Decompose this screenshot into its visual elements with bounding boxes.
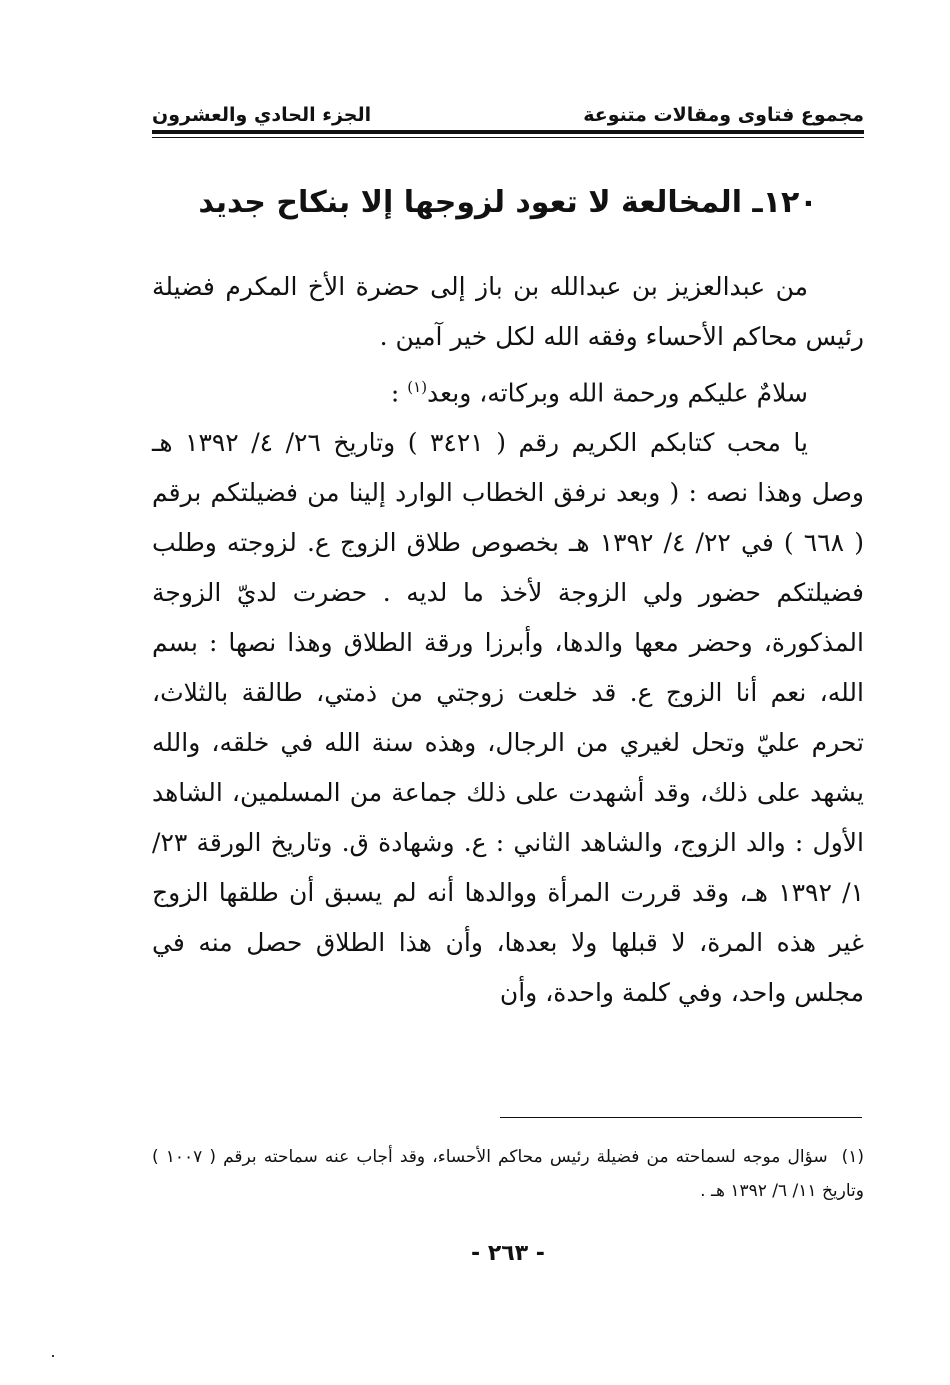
footnote-separator [500, 1117, 862, 1118]
opening-paragraph: من عبدالعزيز بن عبدالله بن باز إلى حضرة الأخ المكرم فضيلة رئيس محاكم الأحساء وفقه الله لكل خير آمين . [152, 272, 864, 351]
footnote-text: سؤال موجه لسماحته من فضيلة رئيس محاكم الأحساء، وقد أجاب عنه سماحته برقم ( ١٠٠٧ ) وتاريخ ١١/ ٦/ ١٣٩٢ هـ . [152, 1147, 864, 1201]
page-number: - ٢٦٣ - [471, 1241, 545, 1266]
greeting-colon: : [390, 378, 400, 408]
scan-speck [52, 1355, 54, 1357]
footnote [152, 1140, 864, 1208]
article-title: ١٢٠ـ المخالعة لا تعود لزوجها إلا بنكاح جديد [198, 185, 818, 220]
header-volume: الجزء الحادي والعشرون [152, 104, 372, 126]
header-rule-thin [152, 137, 864, 138]
running-header [152, 92, 864, 126]
main-paragraph: يا محب كتابكم الكريم رقم ( ٣٤٢١ ) وتاريخ ٢٦/ ٤/ ١٣٩٢ هـ وصل وهذا نصه : ( وبعد نرفق الخطاب الوارد إلينا من فضيلتكم برقم ( ٦٦٨ ) في ٢٢/ ٤/ ١٣٩٢ هـ بخصوص طلاق الزوج ع. لزوجته وطلب فضيلتكم حضور ولي الزوجة لأخذ ما لديه . حضرت لديّ الزوجة المذكورة، وحضر معها والدها، وأبرزا ورقة الطلاق وهذا نصها : بسم الله، نعم أنا الزوج ع. قد خلعت زوجتي من ذمتي، طالقة بالثلاث، تحرم عليّ وتحل لغيري من الرجال، وهذه سنة الله في خلقه، والله يشهد على ذلك، وقد أشهدت على ذلك جماعة من المسلمين، الشاهد الأول : والد الزوج، والشاهد الثاني : ع. وشهادة ق. وتاريخ الورقة ٢٣/ ١/ ١٣٩٢ هـ، وقد قررت المرأة ووالدها أنه لم يسبق أن طلقها الزوج غير هذه المرة، لا قبلها ولا بعدها، وأن هذا الطلاق حصل منه في مجلس واحد، وفي كلمة واحدة، وأن [152, 428, 864, 1008]
article-body [152, 262, 864, 1018]
footnote-marker: (١) [841, 1147, 864, 1167]
header-rule-thick [152, 130, 864, 134]
greeting-footnote-marker: (١) [407, 378, 428, 396]
greeting-paragraph [152, 362, 864, 418]
greeting-text: سلامٌ عليكم ورحمة الله وبركاته، وبعد [427, 378, 808, 408]
header-book-title: مجموع فتاوى ومقالات متنوعة [583, 104, 864, 126]
